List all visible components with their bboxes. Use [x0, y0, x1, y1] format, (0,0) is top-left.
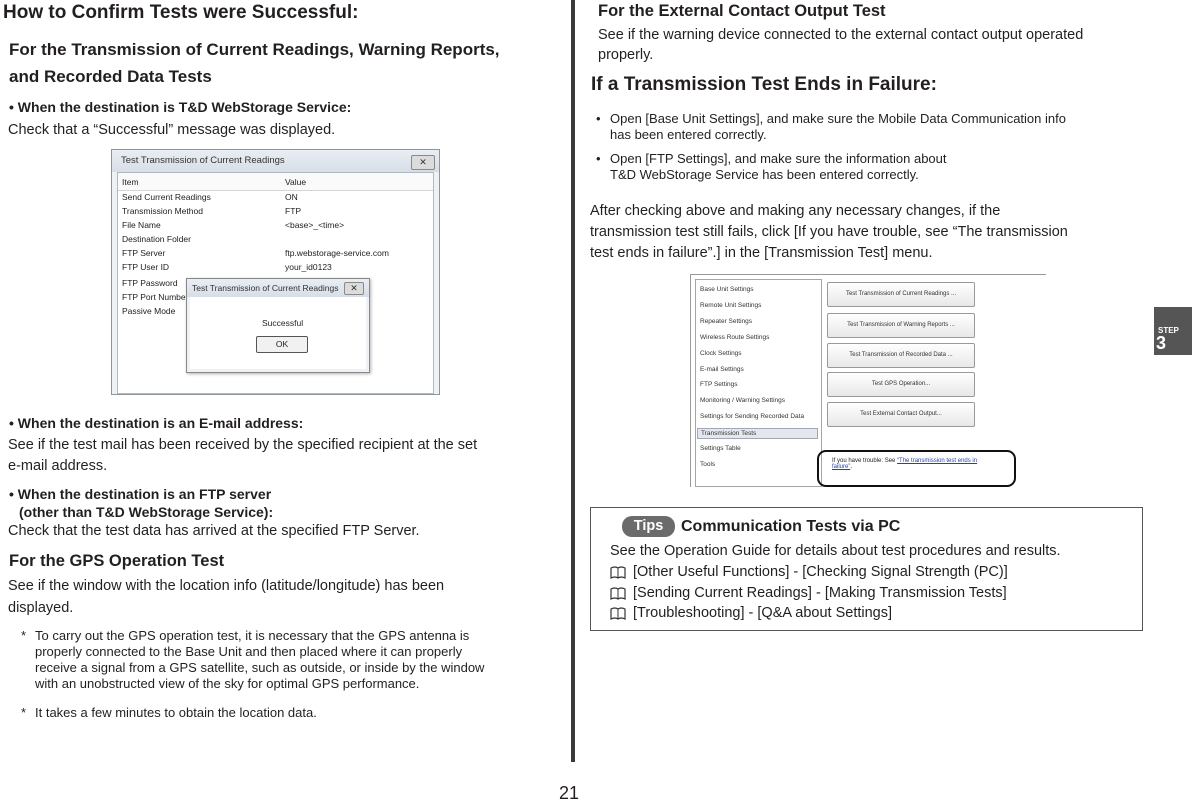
row-item: Passive Mode [122, 306, 176, 316]
trouble-suffix: . [850, 464, 853, 470]
row-value: ON [285, 192, 298, 202]
ftp-text: Check that the test data has arrived at the specified FTP Server. [8, 523, 420, 539]
popup-close-icon[interactable]: ✕ [344, 282, 364, 295]
step-label: STEP [1158, 326, 1179, 335]
email-bullet-row [9, 415, 303, 431]
webstorage-text: Check that a “Successful” message was displayed. [8, 122, 336, 138]
row-value: FTP [285, 206, 302, 216]
ftp-bullet-line2: (other than T&D WebStorage Service): [19, 504, 274, 520]
trouble-prefix: If you have trouble: See [832, 458, 898, 464]
ok-button[interactable]: OK [256, 336, 308, 353]
book-icon [610, 566, 626, 579]
note1-line2: properly connected to the Base Unit and then placed where it can properly [35, 644, 463, 659]
tips-ref: [Troubleshooting] - [Q&A about Settings] [633, 605, 893, 621]
bullet-dot: • [9, 99, 14, 115]
col-value: Value [285, 177, 307, 187]
failure-bullet1-line1: Open [Base Unit Settings], and make sure the Mobile Data Communication info [610, 111, 1066, 126]
step-number: 3 [1156, 333, 1167, 353]
test-button[interactable]: Test External Contact Output... [827, 402, 975, 427]
note1-asterisk: * [21, 628, 27, 643]
settings-menu [695, 279, 822, 487]
menu-item[interactable]: E-mail Settings [700, 366, 744, 373]
webstorage-bullet-row [9, 99, 351, 115]
highlight-ring [817, 450, 1016, 487]
test-button[interactable]: Test Transmission of Current Readings ... [827, 282, 975, 307]
row-item: File Name [122, 220, 161, 230]
row-item: Transmission Method [122, 206, 203, 216]
tips-ref: [Other Useful Functions] - [Checking Signal Strength (PC)] [633, 564, 1008, 580]
menu-item[interactable]: Base Unit Settings [700, 286, 754, 293]
col-item: Item [122, 177, 139, 187]
ftp-bullet-line1: When the destination is an FTP server [17, 486, 272, 502]
menu-item[interactable]: Wireless Route Settings [700, 334, 770, 341]
note2-asterisk: * [21, 705, 27, 720]
transmission-heading-line2: and Recorded Data Tests [9, 67, 212, 86]
popup-title: Test Transmission of Current Readings [187, 279, 369, 297]
column-divider [571, 0, 575, 762]
bullet-dot: • [596, 111, 601, 126]
row-item: Destination Folder [122, 234, 191, 244]
page-title: How to Confirm Tests were Successful: [3, 2, 359, 23]
bullet-dot: • [9, 486, 14, 502]
after-text-line1: After checking above and making any necessary changes, if the [590, 203, 1001, 219]
gps-text-line1: See if the window with the location info (latitude/longitude) has been [8, 578, 445, 594]
external-heading: For the External Contact Output Test [598, 2, 886, 20]
row-value: your_id0123 [285, 262, 332, 272]
menu-item[interactable]: Monitoring / Warning Settings [700, 397, 786, 404]
menu-item[interactable]: FTP Settings [700, 381, 738, 388]
note1-line1: To carry out the GPS operation test, it is necessary that the GPS antenna is [35, 628, 470, 643]
book-icon [610, 587, 626, 600]
note2-text: It takes a few minutes to obtain the location data. [35, 705, 317, 720]
popup-body [190, 297, 366, 369]
row-item: Send Current Readings [122, 192, 211, 202]
external-text-line1: See if the warning device connected to the external contact output operated [598, 27, 1084, 43]
menu-item[interactable]: Settings for Sending Recorded Data [700, 413, 805, 420]
tips-intro: See the Operation Guide for details about test procedures and results. [610, 543, 1061, 559]
dialog-title: Test Transmission of Current Readings [112, 150, 439, 172]
external-text-line2: properly. [598, 47, 654, 63]
gps-heading: For the GPS Operation Test [9, 552, 225, 570]
failure-bullet2-line1: Open [FTP Settings], and make sure the information about [610, 151, 947, 166]
transmission-heading-line1: For the Transmission of Current Readings, Warning Reports, [9, 40, 500, 59]
failure-heading: If a Transmission Test Ends in Failure: [591, 74, 937, 95]
dialog-screenshot [111, 149, 440, 395]
after-text-line3: test ends in failure”.] in the [Transmission Test] menu. [590, 245, 933, 261]
trouble-link-cont[interactable]: failure” [832, 464, 851, 470]
bullet-dot: • [9, 415, 14, 431]
tips-badge: Tips [622, 516, 675, 537]
test-button[interactable]: Test Transmission of Warning Reports ... [827, 313, 975, 338]
row-item: FTP Server [122, 248, 166, 258]
tips-ref: [Sending Current Readings] - [Making Transmission Tests] [633, 585, 1007, 601]
email-bullet: When the destination is an E-mail address: [17, 415, 304, 431]
success-popup [186, 278, 370, 373]
row-item: FTP Port Numbe [122, 292, 186, 302]
bullet-dot: • [596, 151, 601, 166]
failure-bullet1-line2: has been entered correctly. [610, 127, 767, 142]
close-icon[interactable]: ✕ [411, 155, 435, 170]
email-text-line1: See if the test mail has been received by the specified recipient at the set [8, 437, 478, 453]
note1-line3: receive a signal from a GPS satellite, such as outside, or inside by the window [35, 660, 485, 675]
row-item: FTP User ID [122, 262, 170, 272]
step-tab [1154, 307, 1192, 355]
menu-item[interactable]: Repeater Settings [700, 318, 753, 325]
book-icon [610, 607, 626, 620]
gps-text-line2: displayed. [8, 600, 74, 616]
page-number: 21 [559, 783, 580, 803]
row-value: ftp.webstorage-service.com [285, 248, 389, 258]
failure-bullet2-line2: T&D WebStorage Service has been entered correctly. [610, 167, 919, 182]
trouble-link[interactable]: “The transmission test ends in [897, 458, 978, 464]
after-text-line2: transmission test still fails, click [If you have trouble, see “The transmission [590, 224, 1068, 240]
menu-item[interactable]: Tools [700, 461, 716, 468]
popup-message: Successful [262, 318, 304, 328]
menu-item[interactable]: Remote Unit Settings [700, 302, 762, 309]
menu-item-selected[interactable]: Transmission Tests [697, 428, 818, 439]
table-header [118, 173, 433, 191]
test-button[interactable]: Test GPS Operation... [827, 372, 975, 397]
note1-line4: with an unobstructed view of the sky for optimal GPS performance. [35, 676, 420, 691]
menu-item[interactable]: Clock Settings [700, 350, 742, 357]
row-item: FTP Password [122, 278, 178, 288]
test-button[interactable]: Test Transmission of Recorded Data ... [827, 343, 975, 368]
webstorage-bullet: When the destination is T&D WebStorage Service: [17, 99, 352, 115]
tips-heading: Communication Tests via PC [681, 518, 901, 535]
email-text-line2: e-mail address. [8, 458, 108, 474]
menu-item[interactable]: Settings Table [700, 445, 741, 452]
ftp-bullet-row [9, 486, 271, 502]
row-value: <base>_<time> [285, 220, 345, 230]
